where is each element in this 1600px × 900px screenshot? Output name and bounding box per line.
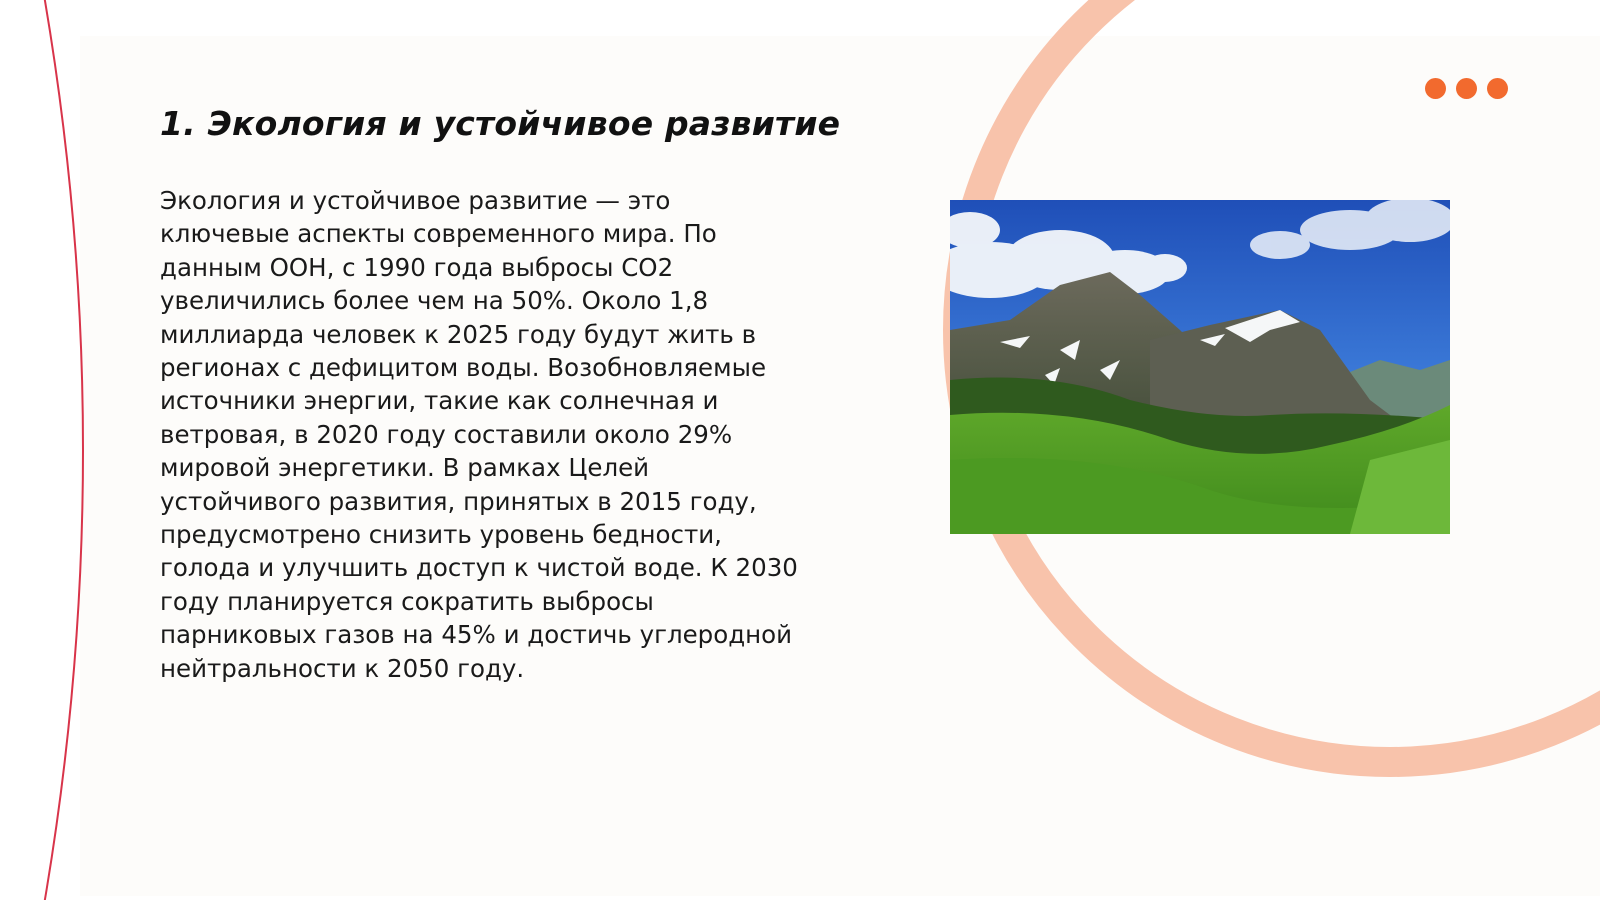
left-edge-curve: [44, 0, 83, 900]
body-paragraph: Экология и устойчивое развитие — это ключевые аспекты современного мира. По данным ООН, с 1990 года выбросы CO2 увеличились более чем на 50%. Около 1,8 миллиарда человек к 2025 году будут жить в регионах с дефицитом воды. Возобновляемые источники энергии, такие как солнечная и ветровая, в 2020 году составили около 29% мировой энергетики. В рамках Целей устойчивого развития, принятых в 2015 году, предусмотрено снизить уровень бедности, голода и улучшить доступ к чистой воде. К 2030 году планируется сократить выбросы парниковых газов на 45% и достичь углеродной нейтральности к 2050 году.: [160, 186, 798, 683]
decorative-dots: [1425, 78, 1515, 102]
mountain-valley-photo: [950, 200, 1450, 534]
dot-3: [1487, 78, 1508, 99]
dot-1: [1425, 78, 1446, 99]
slide-title: 1. Экология и устойчивое развитие: [160, 104, 841, 143]
dot-2: [1456, 78, 1477, 99]
